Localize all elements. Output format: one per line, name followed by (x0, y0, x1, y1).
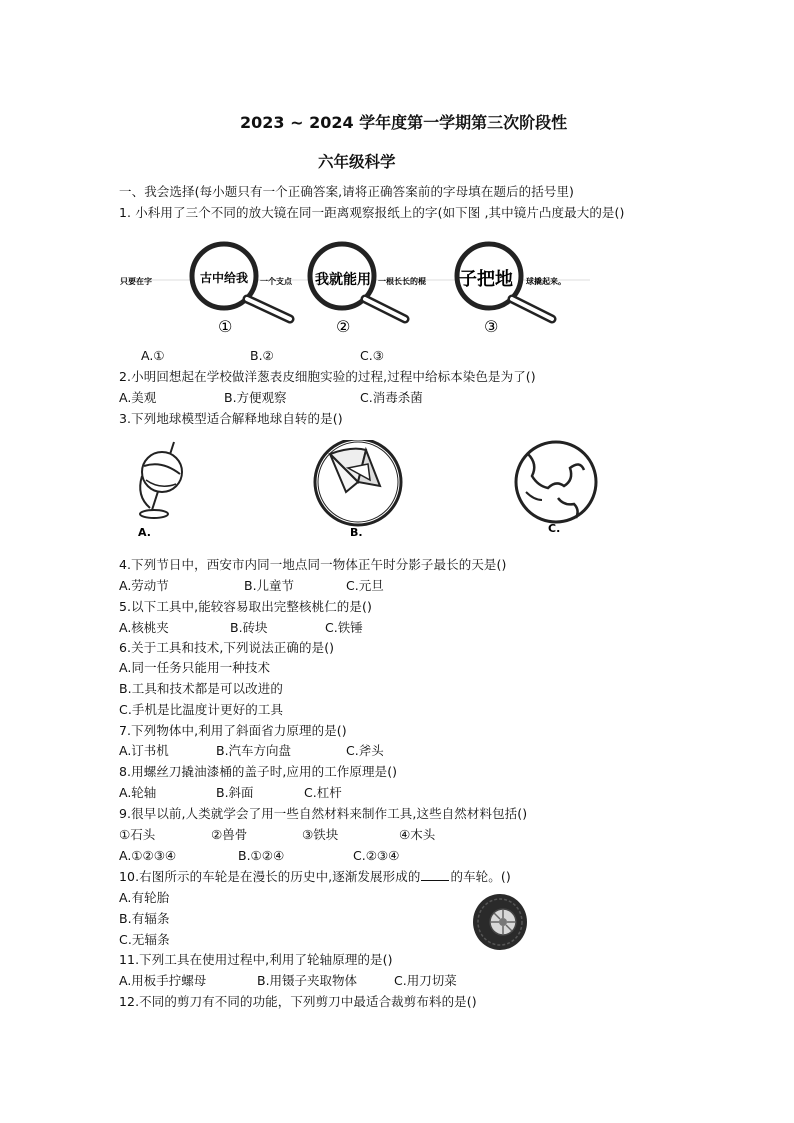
q9-item-4: ④木头 (399, 827, 436, 842)
q1-option-a[interactable]: A.① (141, 348, 165, 363)
q4-option-c[interactable]: C.元旦 (346, 578, 384, 593)
question-6: 6.关于工具和技术,下列说法正确的是() (119, 640, 335, 655)
q2-option-b[interactable]: B.方便观察 (224, 390, 287, 405)
q9-option-a[interactable]: A.①②③④ (119, 848, 177, 863)
q5-option-b[interactable]: B.砖块 (230, 620, 268, 635)
newspaper-text-7: 球撬起来。 (526, 277, 566, 286)
globe-models-figure (118, 440, 598, 546)
newspaper-text-5: 一根长长的棍 (378, 277, 426, 286)
newspaper-text-1: 只要在字 (120, 277, 152, 286)
q10-option-b[interactable]: B.有辐条 (119, 911, 170, 926)
q5-option-a[interactable]: A.核桃夹 (119, 620, 169, 635)
q4-option-a[interactable]: A.劳动节 (119, 578, 169, 593)
question-8: 8.用螺丝刀撬油漆桶的盖子时,应用的工作原理是() (119, 764, 398, 779)
newspaper-text-4: 我就能用 (315, 272, 371, 288)
newspaper-text-6: 子把地 (459, 269, 513, 290)
model-label-c: C. (548, 522, 561, 535)
q6-option-a[interactable]: A.同一任务只能用一种技术 (119, 660, 271, 675)
newspaper-text-3: 一个支点 (260, 277, 292, 286)
magnifier-label-1: ① (218, 317, 233, 336)
question-1: 1. 小科用了三个不同的放大镜在同一距离观察报纸上的字(如下图 ,其中镜片凸度最大的是() (119, 205, 625, 220)
q1-option-b[interactable]: B.② (250, 348, 274, 363)
magnifier-label-2: ② (336, 317, 351, 336)
q9-item-2: ②兽骨 (211, 827, 248, 842)
q7-option-b[interactable]: B.汽车方向盘 (216, 743, 292, 758)
q10-answer-blank[interactable] (421, 880, 449, 881)
q8-option-a[interactable]: A.轮轴 (119, 785, 157, 800)
earth-cutaway-icon (315, 440, 401, 539)
question-4: 4.下列节日中，西安市内同一地点同一物体正午时分影子最长的天是() (119, 557, 507, 572)
q10-option-a[interactable]: A.有轮胎 (119, 890, 170, 905)
q8-option-c[interactable]: C.杠杆 (304, 785, 342, 800)
q2-option-c[interactable]: C.消毒杀菌 (360, 390, 423, 405)
q9-item-3: ③铁块 (302, 827, 339, 842)
q10-option-c[interactable]: C.无辐条 (119, 932, 170, 947)
q2-option-a[interactable]: A.美观 (119, 390, 157, 405)
q9-item-1: ①石头 (119, 827, 156, 842)
question-9: 9.很早以前,人类就学会了用一些自然材料来制作工具,这些自然材料包括() (119, 806, 528, 821)
model-label-b: B. (350, 526, 363, 539)
question-3: 3.下列地球模型适合解释地球自转的是() (119, 411, 343, 426)
q9-option-c[interactable]: C.②③④ (353, 848, 400, 863)
question-10 (119, 869, 511, 885)
q6-option-c[interactable]: C.手机是比温度计更好的工具 (119, 702, 284, 717)
q10-text-after: 的车轮。() (450, 869, 511, 884)
q1-option-c[interactable]: C.③ (360, 348, 384, 363)
q9-option-b[interactable]: B.①②④ (238, 848, 285, 863)
q6-option-b[interactable]: B.工具和技术都是可以改进的 (119, 681, 283, 696)
q7-option-c[interactable]: C.斧头 (346, 743, 384, 758)
tire-wheel-figure (470, 892, 530, 952)
question-5: 5.以下工具中,能较容易取出完整核桃仁的是() (119, 599, 372, 614)
q11-option-b[interactable]: B.用镊子夹取物体 (257, 973, 358, 988)
q4-option-b[interactable]: B.儿童节 (244, 578, 295, 593)
model-label-a: A. (138, 526, 151, 539)
globe-stand-icon (138, 442, 182, 539)
magnifier-figure (120, 238, 600, 338)
magnifier-label-3: ③ (484, 317, 499, 336)
exam-title: 2023 ~ 2024 学年度第一学期第三次阶段性 (240, 113, 568, 132)
question-11: 11.下列工具在使用过程中,利用了轮轴原理的是() (119, 952, 393, 967)
q8-option-b[interactable]: B.斜面 (216, 785, 254, 800)
tire-icon (473, 894, 527, 950)
question-7: 7.下列物体中,利用了斜面省力原理的是() (119, 723, 347, 738)
newspaper-text-2: 古中给我 (200, 271, 249, 285)
q11-option-c[interactable]: C.用刀切菜 (394, 973, 457, 988)
question-2: 2.小明回想起在学校做洋葱表皮细胞实验的过程,过程中给标本染色是为了() (119, 369, 536, 384)
question-12: 12.不同的剪刀有不同的功能，下列剪刀中最适合裁剪布料的是() (119, 994, 477, 1009)
exam-subtitle: 六年级科学 (318, 153, 396, 171)
q7-option-a[interactable]: A.订书机 (119, 743, 169, 758)
section-heading: 一、我会选择(每小题只有一个正确答案,请将正确答案前的字母填在题后的括号里) (119, 184, 575, 199)
q10-text-before: 10.右图所示的车轮是在漫长的历史中,逐渐发展形成的 (119, 869, 421, 884)
q5-option-c[interactable]: C.铁锤 (325, 620, 363, 635)
q11-option-a[interactable]: A.用板手拧螺母 (119, 973, 207, 988)
earth-continents-icon (516, 442, 596, 535)
